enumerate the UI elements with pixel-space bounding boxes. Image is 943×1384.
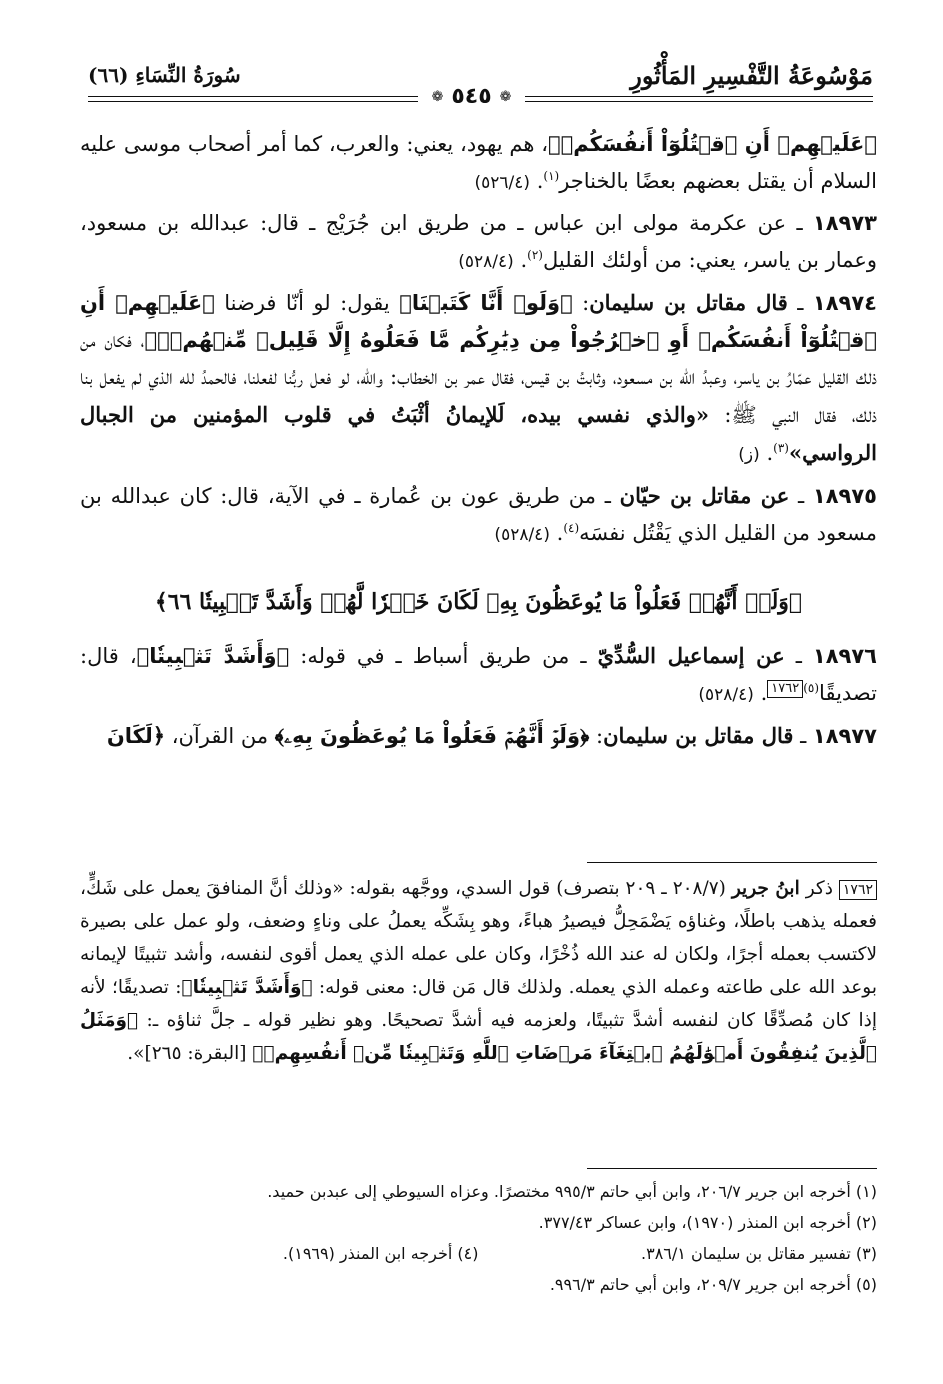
ornament-icon: ❁ (431, 88, 444, 105)
narrator: قال مقاتل بن سليمان (603, 723, 794, 748)
footnote-marker: (٢) (527, 248, 543, 262)
footnote-4: (٤) أخرجه ابن المنذر (١٩٦٩). (282, 1244, 479, 1263)
main-text (80, 126, 877, 758)
quran-quote: ﴿عَلَيۡهِمۡ أَنِ ٱقۡتُلُوٓاْ أَنفُسَكُمۡ أَوِ ٱخۡرُجُواْ مِن دِيَٰرِكُم مَّا فَعَلُوهُ إِلَّا قَلِيلٞ مِّنۡهُمۡۖ﴾ (80, 291, 877, 352)
entry-text: ـ من طريق أسباط ـ في قوله: (300, 644, 587, 668)
entry-text: ـ من طريق ابن جُرَيْج ـ قال: عبدالله بن مسعود، وعمار بن ياسر، يعني: من أولئك القليل (80, 211, 877, 272)
hadith-quote: «والذي نفسي بيده، لَلإيمانُ أثْبَتُ في قلوب المؤمنين من الجبال الرواسي» (80, 402, 877, 465)
footnote-1: (١) أخرجه ابن جرير ٢٠٦/٧، وابن أبي حاتم ٩٩٥/٣ مختصرًا. وعزاه السيوطي إلى عبدبن حميد. (267, 1182, 877, 1201)
footnote-marker: (٣) (773, 441, 789, 455)
footnote-marker: (٤) (563, 521, 580, 535)
volume-reference: (٥٢٨/٤) (494, 525, 550, 545)
entry-18974: ١٨٩٧٤ ـ قال مقاتل بن سليمان: ﴿وَلَوۡ أَنَّا كَتَبۡنَا﴾ يقول: لو أنّا فرضنا ﴿عَلَيۡهِمۡ أَنِ ٱقۡتُلُوٓاْ أَنفُسَكُمۡ أَوِ ٱخۡرُجُواْ مِن دِيَٰرِكُم مَّا فَعَلُوهُ إِلَّا قَلِيلٞ مِّنۡهُمۡۖ﴾، فكان من ذلك القليل عمّارُ بن ياسر، وعبدُ الله بن مسعود، وثابتُ بن قيس، فقال عمر بن الخطاب: والله، لو فعل ربُّنا لفعلنا، فالحمدُ لله الذي لم يفعل بنا ذلك، فقال النبي ﷺ: «والذي نفسي بيده، لَلإيمانُ أثْبَتُ في قلوب المؤمنين من الجبال الرواسي»$^{(٣)}$. (ز) (80, 290, 877, 465)
entry-text: ـ من طريق عون بن عُمارة ـ في الآية، قال: كان عبدالله بن مسعود من القليل الذي يَقْتُل نفسَه (80, 484, 877, 545)
volume-reference: (٥٢٨/٤) (458, 252, 514, 272)
entry-number: ١٨٩٧٥ (812, 484, 877, 508)
paragraph-continuation: ﴿عَلَيۡهِمۡ أَنِ ٱقۡتُلُوٓاْ أَنفُسَكُمۡ﴾، هم يهود، يعني: والعرب، كما أمر أصحاب موسى عليه السلام أن يقتل بعضهم بعضًا بالخناجر$^{(١)}$. (٥٢٦/٤) (80, 132, 877, 193)
page-number (418, 84, 526, 109)
paragraph-text: ، هم يهود، يعني: والعرب، كما أمر أصحاب موسى عليه السلام أن يقتل بعضهم بعضًا بالخناجر (80, 132, 877, 193)
footnote-3: (٣) تفسير مقاتل بن سليمان ٣٨٦/١. (641, 1244, 877, 1263)
entry-text: ، قال: تصديقًا (80, 644, 877, 705)
entry-18976: ١٨٩٧٦ ـ عن إسماعيل السُّدِّيّ ـ من طريق أسباط ـ في قوله: ﴿وَأَشَدَّ تَثۡبِيتٗا﴾، قال: تصديقًا$^{(٥)}$١٧٦٢. (٥٢٨/٤) (80, 643, 877, 705)
commentary-author: ابنُ جرير (731, 878, 800, 899)
quran-quote: ﴿وَأَشَدَّ تَثۡبِيتٗا﴾ (181, 977, 313, 998)
entry-18973: ١٨٩٧٣ ـ عن عكرمة مولى ابن عباس ـ من طريق ابن جُرَيْج ـ قال: عبدالله بن مسعود، وعمار بن ياسر، يعني: من أولئك القليل$^{(٢)}$. (٥٢٨/٤) (80, 211, 877, 272)
footnotes (80, 1176, 877, 1300)
entry-number: ١٨٩٧٤ (812, 291, 877, 315)
volume-reference: (٥٢٦/٤) (474, 173, 531, 193)
quran-quote: ﴿وَأَشَدَّ تَثۡبِيتٗا﴾ (136, 644, 290, 668)
entry-text: ، فكان من ذلك القليل عمّارُ بن ياسر، وعبدُ الله بن مسعود، وثابتُ بن قيس، فقال عمر بن الخطاب: والله، لو فعل ربُّنا لفعلنا، فالحمدُ لله الذي لم يفعل بنا ذلك، فقال النبي ﷺ: (80, 328, 877, 427)
commentary-note (80, 872, 877, 1070)
volume-reference: (ز) (738, 445, 760, 465)
page-number-value: ٥٤٥ (451, 84, 492, 109)
footnote-marker: (١) (543, 169, 560, 183)
quran-quote: ﴿عَلَيۡهِمۡ أَنِ ٱقۡتُلُوٓاْ أَنفُسَكُمۡ﴾ (548, 132, 877, 156)
entry-number: ١٨٩٧٧ (812, 724, 877, 748)
ornament-icon: ❁ (499, 88, 512, 105)
narrator: عن مقاتل بن حيّان (619, 483, 790, 508)
entry-text: من القرآن، (171, 724, 269, 748)
quran-quote: ﴿وَلَوۡ أَنَّا كَتَبۡنَا﴾ (399, 291, 573, 315)
entry-18977: ١٨٩٧٧ ـ قال مقاتل بن سليمان: ﴿وَلَوۡ أَنَّهُمۡ فَعَلُواْ مَا يُوعَظُونَ بِهِۦ﴾ من القرآن، ﴿لَكَانَ (106, 723, 877, 748)
quran-quote: ﴿وَلَوۡ أَنَّهُمۡ فَعَلُواْ مَا يُوعَظُونَ بِهِۦ﴾ (274, 724, 590, 748)
verse-heading: ﴿وَلَوۡ أَنَّهُمۡ فَعَلُواْ مَا يُوعَظُونَ بِهِۦ لَكَانَ خَيۡرٗا لَّهُمۡ وَأَشَدَّ تَثۡبِيتٗا ٦٦﴾ (154, 589, 803, 615)
narrator: عن عكرمة مولى ابن عباس (533, 211, 787, 235)
volume-reference: (٥٢٨/٤) (698, 685, 754, 705)
commentary-text: (٢٠٨/٧ ـ ٢٠٩ بتصرف) قول السدي، ووجَّهه بقوله: «وذلك أنَّ المنافقَ يعمل على شَكٍّ، فعمله يذهب باطلًا، وغناؤه يَضْمَحِلُّ فيصيرُ هباءً، وهو بِشَكِّه يعملُ على وناءٍ وضعف، ولو عمل على بصيرة لاكتسب بعمله أجرًا، ولكان له عند الله ذُخْرًا، وكان على عمله الذي يعمل أقوى لنفسه، وأشد تثبيتًا لإيمانه بوعد الله على طاعته وعمله الذي يعمله. ولذلك قال مَن قال: معنى قوله: (80, 878, 877, 998)
narrator: عن إسماعيل السُّدِّيّ (597, 643, 785, 668)
quran-quote: ﴿لَكَانَ (106, 724, 166, 748)
book-title: مَوْسُوعَةُ التَّفْسِيرِ المَأْثُورِ (630, 60, 873, 90)
entry-number: ١٨٩٧٣ (812, 211, 877, 235)
quran-quote: ﴿وَمَثَلُ ٱلَّذِينَ يُنفِقُونَ أَمۡوَٰلَهُمُ ٱبۡتِغَآءَ مَرۡضَاتِ ٱللَّهِ وَتَثۡبِيتٗا مِّنۡ أَنفُسِهِمۡ﴾ (80, 1010, 877, 1064)
footnote-rule (587, 1168, 877, 1169)
commentary-text: [البقرة: ٢٦٥]». (127, 1043, 247, 1064)
entry-number: ١٨٩٧٦ (812, 644, 877, 668)
commentary-number: ١٧٦٢ (839, 880, 877, 900)
footnote-2: (٢) أخرجه ابن المنذر (١٩٧٠)، وابن عساكر ٣٧٧/٤٣. (538, 1213, 877, 1232)
commentary-text: : تصديقًا؛ لأنه إذا كان مُصدِّقًا كان لنفسه أشدَّ تثبيتًا، ولعزمه فيه أشدَّ تصحيحًا. وهو نظير قوله ـ جلَّ ثناؤه ـ: (80, 977, 877, 1031)
entry-text: يقول: لو أنّا فرضنا (224, 291, 390, 315)
narrator: قال مقاتل بن سليمان (589, 290, 788, 315)
commentary-rule (587, 862, 877, 863)
commentary-lead: ذكر (805, 878, 833, 899)
entry-18975: ١٨٩٧٥ ـ عن مقاتل بن حيّان ـ من طريق عون بن عُمارة ـ في الآية، قال: كان عبدالله بن مسعود من القليل الذي يَقْتُل نفسَه$^{(٤)}$. (٥٢٨/٤) (80, 483, 877, 545)
footnote-5: (٥) أخرجه ابن جرير ٢٠٩/٧، وابن أبي حاتم ٩٩٦/٣. (549, 1275, 877, 1294)
surah-label: سُورَةُ النِّسَاءِ (٦٦) (88, 63, 241, 87)
footnote-marker: (٥) (803, 681, 820, 695)
commentary-link[interactable]: ١٧٦٢ (767, 680, 803, 698)
